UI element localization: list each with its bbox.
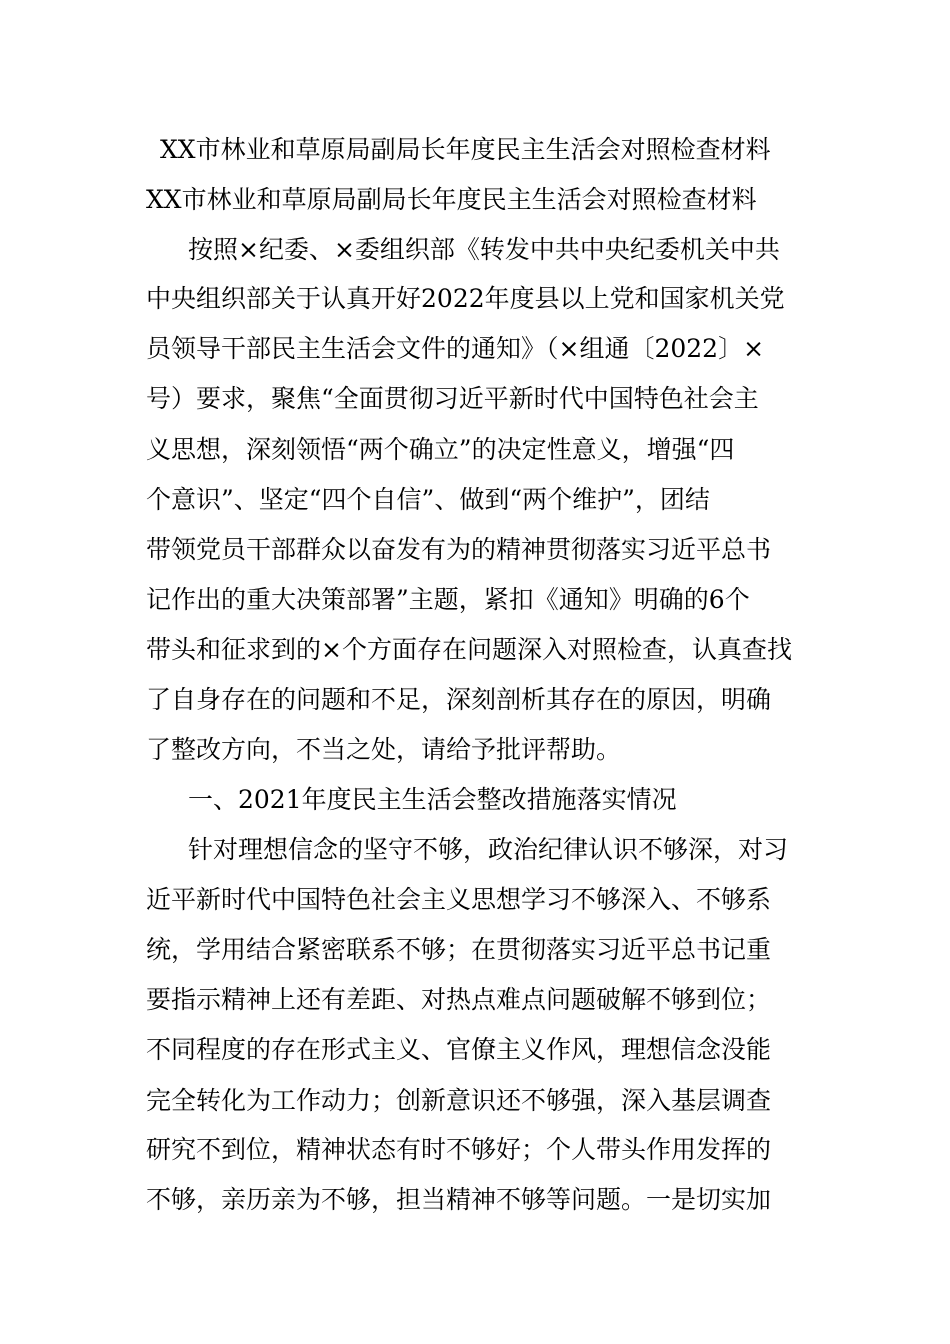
intro-line: 号）要求，聚焦“全面贯彻习近平新时代中国特色社会主 [146,384,759,413]
section-line: 完全转化为工作动力；创新意识还不够强，深入基层调查 [146,1086,772,1115]
document-title: XX市林业和草原局副局长年度民主生活会对照检查材料 [160,135,771,164]
document-subtitle: XX市林业和草原局副局长年度民主生活会对照检查材料 [146,185,757,214]
section-line: 近平新时代中国特色社会主义思想学习不够深入、不够系 [146,885,772,914]
section-line: 不够，亲历亲为不够，担当精神不够等问题。一是切实加 [146,1185,772,1214]
intro-line: 按照×纪委、×委组织部《转发中共中央纪委机关中共 [188,235,780,264]
section-heading: 一、2021年度民主生活会整改措施落实情况 [188,785,677,814]
intro-line: 带领党员干部群众以奋发有为的精神贯彻落实习近平总书 [146,535,772,564]
intro-line: 了自身存在的问题和不足，深刻剖析其存在的原因，明确 [146,685,772,714]
section-line: 要指示精神上还有差距、对热点难点问题破解不够到位； [146,985,772,1014]
intro-line: 记作出的重大决策部署”主题，紧扣《通知》明确的6个 [146,585,750,614]
section-line: 不同程度的存在形式主义、官僚主义作风，理想信念没能 [146,1035,772,1064]
intro-line: 了整改方向，不当之处，请给予批评帮助。 [146,735,622,764]
intro-line: 带头和征求到的×个方面存在问题深入对照检查，认真查找 [146,635,792,664]
intro-line: 员领导干部民主生活会文件的通知》（×组通〔2022〕× [146,334,765,363]
section-line: 统，学用结合紧密联系不够；在贯彻落实习近平总书记重 [146,935,772,964]
section-line: 研究不到位，精神状态有时不够好；个人带头作用发挥的 [146,1135,772,1164]
intro-line: 义思想，深刻领悟“两个确立”的决定性意义，增强“四 [146,435,735,464]
section-line: 针对理想信念的坚守不够，政治纪律认识不够深，对习 [188,835,789,864]
intro-line: 个意识”、坚定“四个自信”、做到“两个维护”，团结 [146,485,710,514]
intro-line: 中央组织部关于认真开好2022年度县以上党和国家机关党 [146,284,785,313]
